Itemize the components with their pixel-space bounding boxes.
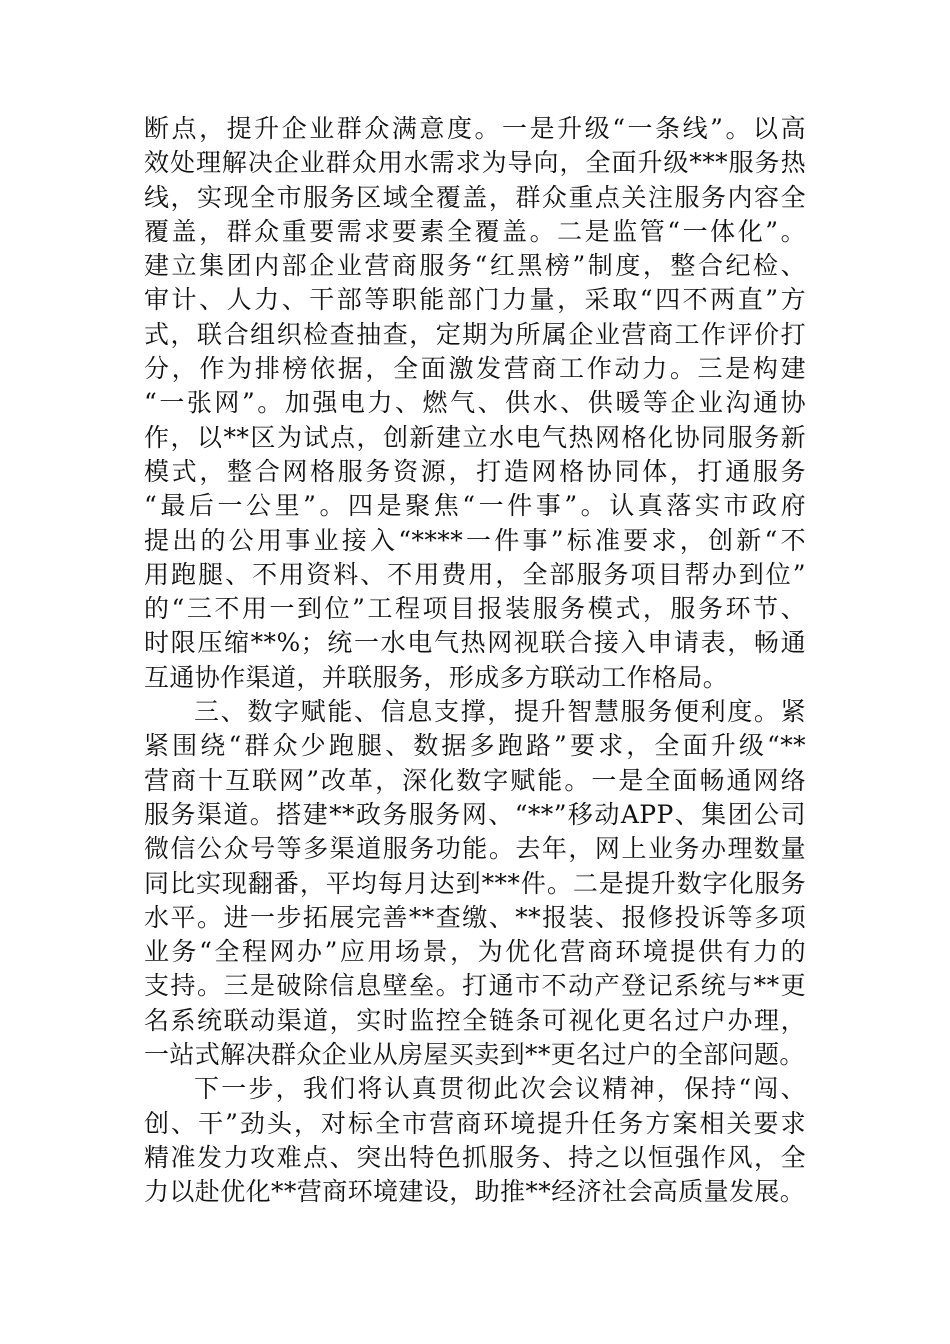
text-line: 紧围绕“群众少跑腿、数据多跑路”要求，全面升级“** [144,731,806,761]
text-line: 下一步，我们将认真贯彻此次会议精神，保持“闯、 [194,1074,806,1104]
text-line: 提出的公用事业接入“****一件事”标准要求，创新“不 [144,525,806,555]
text-line: 同比实现翻番，平均每月达到***件。二是提升数字化服务 [144,868,806,898]
text-line: 的“三不用一到位”工程项目报装服务模式，服务环节、 [144,594,806,624]
text-line: “一张网”。加强电力、燃气、供水、供暖等企业沟通协 [144,388,806,418]
text-line: 微信公众号等多渠道服务功能。去年，网上业务办理数量 [144,834,806,864]
text-line: 用跑腿、不用资料、不用费用，全部服务项目帮办到位” [144,559,806,589]
document-page [144,112,806,1210]
text-line: 力以赴优化**营商环境建设，助推**经济社会高质量发展。 [144,1177,806,1207]
paragraph-service-upgrades [144,112,806,695]
text-line: 三、数字赋能、信息支撑，提升智慧服务便利度。紧 [194,697,806,727]
text-line: 一站式解决群众企业从房屋买卖到**更名过户的全部问题。 [144,1040,805,1070]
text-line: 作，以**区为试点，创新建立水电气热网格化协同服务新 [144,422,806,452]
text-line: 名系统联动渠道，实时监控全链条可视化更名过户办理， [144,1005,806,1035]
text-line: 支持。三是破除信息壁垒。打通市不动产登记系统与**更 [144,971,806,1001]
text-line: 创、干”劲头，对标全市营商环境提升任务方案相关要求 [144,1108,806,1138]
text-line: 营商十互联网”改革，深化数字赋能。一是全面畅通网络 [144,765,806,795]
text-line: 建立集团内部企业营商服务“红黑榜”制度，整合纪检、 [144,251,806,281]
text-line: 覆盖，群众重要需求要素全覆盖。二是监管“一体化”。 [144,216,806,246]
text-line: 时限压缩**%；统一水电气热网视联合接入申请表，畅通 [144,628,806,658]
paragraph-digital-empowerment [144,695,806,1072]
text-line: 互通协作渠道，并联服务，形成多方联动工作格局。 [144,662,729,692]
text-line: 线，实现全市服务区域全覆盖，群众重点关注服务内容全 [144,182,806,212]
text-line: 效处理解决企业群众用水需求为导向，全面升级***服务热 [144,148,806,178]
text-line: 式，联合组织检查抽查，定期为所属企业营商工作评价打 [144,319,806,349]
paragraph-next-steps [144,1072,806,1209]
text-line: “最后一公里”。四是聚焦“一件事”。认真落实市政府 [144,491,806,521]
text-line: 业务“全程网办”应用场景，为优化营商环境提供有力的 [144,937,806,967]
text-line: 模式，整合网格服务资源，打造网格协同体，打通服务 [144,456,806,486]
text-line: 精准发力攻难点、突出特色抓服务、持之以恒强作风，全 [144,1142,806,1172]
text-line: 服务渠道。搭建**政务服务网、“**”移动APP、集团公司 [144,799,806,829]
text-line: 断点，提升企业群众满意度。一是升级“一条线”。以高 [144,114,806,143]
text-line: 审计、人力、干部等职能部门力量，采取“四不两直”方 [144,285,806,315]
text-line: 水平。进一步拓展完善**查缴、**报装、报修投诉等多项 [144,902,806,932]
text-line: 分，作为排榜依据，全面激发营商工作动力。三是构建 [144,354,806,384]
